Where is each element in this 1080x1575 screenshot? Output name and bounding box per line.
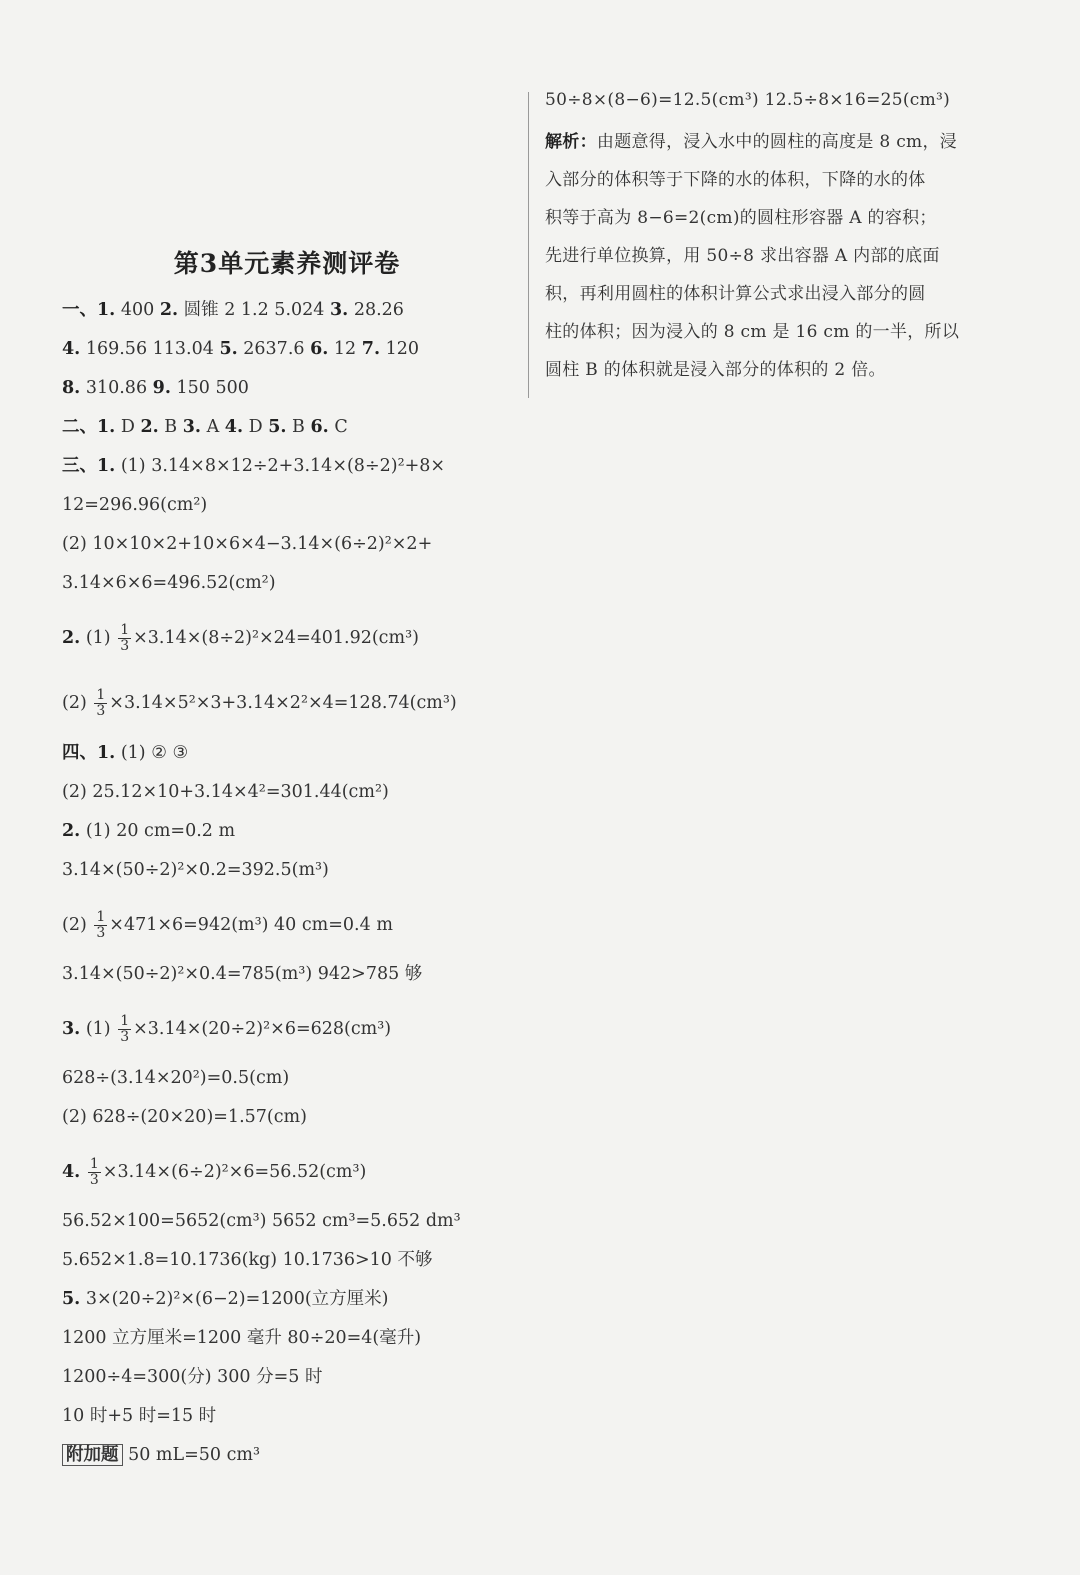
answer-text: C — [328, 417, 348, 437]
question-number: 8. — [62, 378, 81, 398]
question-number: 9. — [152, 378, 171, 398]
answer-line — [62, 1014, 391, 1045]
answer-line — [62, 1248, 433, 1272]
fraction-one-third — [94, 910, 107, 941]
question-number: 3. — [182, 417, 201, 437]
fraction-denominator: 3 — [89, 1172, 99, 1188]
question-number: 一、1. — [62, 300, 116, 320]
answer-text: A — [201, 417, 225, 437]
answer-line — [62, 858, 329, 882]
answer-text: B — [158, 417, 183, 437]
fraction-numerator: 1 — [120, 1013, 130, 1029]
answer-text: 28.26 — [348, 300, 404, 320]
answer-text: 3.14×(50÷2)²×0.4=785(m³) 942>785 够 — [62, 964, 423, 984]
fraction-numerator: 1 — [96, 687, 106, 703]
question-number: 5. — [219, 339, 238, 359]
answer-text: 400 — [115, 300, 160, 320]
answer-text: ×3.14×(20÷2)²×6=628(cm³) — [133, 1019, 392, 1039]
fraction-numerator: 1 — [89, 1156, 99, 1172]
explanation-line — [545, 168, 926, 192]
fraction-numerator: 1 — [96, 909, 106, 925]
answer-text: (1) ② ③ — [115, 743, 189, 763]
answer-text: 169.56 113.04 — [80, 339, 220, 359]
answer-text: (2) 25.12×10+3.14×4²=301.44(cm²) — [62, 782, 389, 802]
answer-text: (1) — [80, 628, 117, 648]
explanation-line — [545, 244, 940, 268]
answer-text: 56.52×100=5652(cm³) 5652 cm³=5.652 dm³ — [62, 1211, 461, 1231]
answer-text: D — [243, 417, 269, 437]
answer-line — [62, 962, 422, 986]
question-number: 6. — [310, 417, 329, 437]
answer-text: 圆锥 2 1.2 5.024 — [178, 300, 330, 320]
answer-text: 10 时+5 时=15 时 — [62, 1406, 217, 1426]
answer-text: ×471×6=942(m³) 40 cm=0.4 m — [109, 915, 393, 935]
fraction-one-third — [88, 1157, 101, 1188]
answer-text: B — [286, 417, 311, 437]
answer-text: (2) 628÷(20×20)=1.57(cm) — [62, 1107, 307, 1127]
answer-text: 1200 立方厘米=1200 毫升 80÷20=4(毫升) — [62, 1328, 422, 1348]
fraction-denominator: 3 — [120, 1029, 130, 1045]
answer-text: 50 mL=50 cm³ — [122, 1445, 261, 1465]
answer-text: (2) 10×10×2+10×6×4−3.14×(6÷2)²×2+ — [62, 534, 433, 554]
answer-text: 628÷(3.14×20²)=0.5(cm) — [62, 1068, 290, 1088]
explanation-line — [545, 130, 957, 154]
explanation-line — [545, 358, 886, 382]
answer-line — [62, 1105, 307, 1129]
question-number: 四、1. — [62, 743, 116, 763]
answer-text: D — [115, 417, 141, 437]
answer-text: (1) 20 cm=0.2 m — [80, 821, 236, 841]
fraction-one-third — [118, 623, 131, 654]
answer-line — [62, 415, 348, 439]
answer-line — [62, 1404, 216, 1428]
question-number: 2. — [140, 417, 159, 437]
answer-line — [62, 1443, 260, 1467]
bonus-label: 附加题 — [62, 1444, 123, 1466]
answer-text: 2637.6 — [237, 339, 311, 359]
answer-line — [62, 623, 419, 654]
explanation-text: 圆柱 B 的体积就是浸入部分的体积的 2 倍。 — [545, 360, 886, 380]
answer-text: (2) — [62, 693, 93, 713]
question-number: 4. — [224, 417, 244, 437]
explanation-label: 解析： — [545, 132, 597, 152]
explanation-text: 积等于高为 8−6=2(cm)的圆柱形容器 A 的容积； — [545, 208, 937, 228]
answer-line — [62, 493, 207, 517]
explanation-text: 积，再利用圆柱的体积计算公式求出浸入部分的圆 — [545, 284, 926, 304]
answer-text: (1) 3.14×8×12÷2+3.14×(8÷2)²+8× — [115, 456, 446, 476]
answer-line — [62, 454, 445, 478]
question-number: 5. — [268, 417, 287, 437]
page-title: 第3单元素养测评卷 — [173, 249, 401, 278]
question-number: 三、1. — [62, 456, 116, 476]
explanation-text: 先进行单位换算，用 50÷8 求出容器 A 内部的底面 — [545, 246, 940, 266]
answer-line — [62, 910, 393, 941]
fraction-one-third — [118, 1014, 131, 1045]
answer-line — [62, 741, 188, 765]
column-divider — [528, 92, 529, 398]
answer-line — [62, 819, 235, 843]
question-number: 4. — [62, 1162, 81, 1182]
answer-text: 150 500 — [170, 378, 249, 398]
explanation-line — [545, 320, 959, 344]
answer-line — [62, 376, 249, 400]
question-number: 2. — [159, 300, 179, 320]
question-number: 2. — [62, 821, 81, 841]
question-number: 2. — [62, 628, 81, 648]
answer-line — [62, 1326, 421, 1350]
answer-text — [80, 1162, 86, 1182]
explanation-line — [545, 206, 937, 230]
answer-text: 3.14×(50÷2)²×0.2=392.5(m³) — [62, 860, 329, 880]
answer-text: (2) — [62, 915, 93, 935]
answer-text: 3.14×6×6=496.52(cm²) — [62, 573, 276, 593]
answer-line — [62, 571, 276, 595]
fraction-numerator: 1 — [120, 622, 130, 638]
question-number: 3. — [329, 300, 349, 320]
explanation-line — [545, 282, 926, 306]
answer-line — [62, 1157, 366, 1188]
answer-text: 120 — [380, 339, 420, 359]
answer-line — [62, 1365, 322, 1389]
question-number: 7. — [361, 339, 381, 359]
question-number: 4. — [62, 339, 81, 359]
answer-line — [62, 298, 404, 322]
question-number: 3. — [62, 1019, 81, 1039]
answer-text: 310.86 — [80, 378, 153, 398]
answer-text: 12 — [328, 339, 362, 359]
fraction-denominator: 3 — [96, 925, 106, 941]
fraction-one-third — [94, 688, 107, 719]
explanation-text: 50÷8×(8−6)=12.5(cm³) 12.5÷8×16=25(cm³) — [545, 90, 951, 110]
answer-line — [62, 532, 432, 556]
explanation-text: 柱的体积；因为浸入的 8 cm 是 16 cm 的一半，所以 — [545, 322, 960, 342]
explanation-text: 入部分的体积等于下降的水的体积，下降的水的体 — [545, 170, 926, 190]
answer-line — [62, 1066, 289, 1090]
answer-line — [62, 1287, 388, 1311]
question-number: 二、1. — [62, 417, 116, 437]
answer-text: 3×(20÷2)²×(6−2)=1200(立方厘米) — [80, 1289, 389, 1309]
answer-line — [62, 688, 457, 719]
answer-text: 5.652×1.8=10.1736(kg) 10.1736>10 不够 — [62, 1250, 433, 1270]
answer-text: 12=296.96(cm²) — [62, 495, 208, 515]
explanation-text: 由题意得，浸入水中的圆柱的高度是 8 cm，浸 — [596, 132, 958, 152]
answer-text: ×3.14×(6÷2)²×6=56.52(cm³) — [102, 1162, 367, 1182]
question-number: 5. — [62, 1289, 81, 1309]
fraction-denominator: 3 — [120, 638, 130, 654]
answer-text: 1200÷4=300(分) 300 分=5 时 — [62, 1367, 323, 1387]
explanation-line — [545, 88, 950, 112]
answer-line — [62, 337, 419, 361]
question-number: 6. — [310, 339, 329, 359]
answer-text: ×3.14×(8÷2)²×24=401.92(cm³) — [133, 628, 419, 648]
answer-line — [62, 780, 389, 804]
fraction-denominator: 3 — [96, 703, 106, 719]
answer-text: (1) — [80, 1019, 117, 1039]
answer-text: ×3.14×5²×3+3.14×2²×4=128.74(cm³) — [109, 693, 457, 713]
answer-line — [62, 1209, 461, 1233]
